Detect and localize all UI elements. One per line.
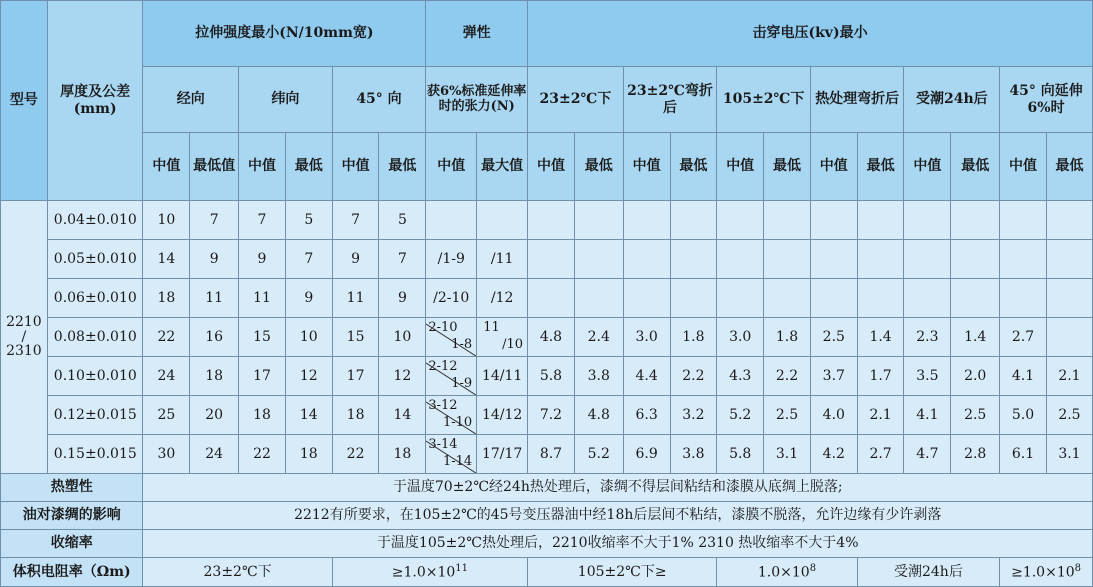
- breakdown-value: [764, 240, 811, 279]
- resistivity-base: 1.0×10: [757, 564, 810, 581]
- elastic-median-cell: [426, 201, 477, 240]
- table-row: [1, 435, 1093, 474]
- header-45deg: 45° 向: [332, 67, 426, 133]
- breakdown-value: [951, 240, 1000, 279]
- resistivity-exponent: 8: [1074, 563, 1082, 575]
- shrinkage-row: [1, 530, 1093, 558]
- tensile-value: 22: [143, 318, 190, 357]
- breakdown-value: 2.7: [857, 435, 904, 474]
- breakdown-value: 1.4: [857, 318, 904, 357]
- breakdown-value: [528, 201, 575, 240]
- tensile-value: 11: [190, 279, 239, 318]
- breakdown-value: 3.1: [764, 435, 811, 474]
- breakdown-value: [764, 279, 811, 318]
- breakdown-value: 2.5: [810, 318, 857, 357]
- tensile-value: 7: [239, 201, 286, 240]
- breakdown-value: [670, 201, 717, 240]
- subheader-bv-min: 最低: [764, 133, 811, 201]
- breakdown-value: [717, 240, 764, 279]
- tensile-value: 22: [332, 435, 379, 474]
- breakdown-value: [1000, 279, 1047, 318]
- tensile-value: 30: [143, 435, 190, 474]
- breakdown-value: 2.0: [951, 357, 1000, 396]
- breakdown-value: 4.4: [623, 357, 670, 396]
- breakdown-value: [904, 201, 951, 240]
- tensile-value: 9: [190, 240, 239, 279]
- resistivity-cond-3: 受潮24h后: [857, 558, 999, 587]
- elastic-bottom-value: 1-10: [442, 415, 473, 431]
- breakdown-value: 4.7: [904, 435, 951, 474]
- thickness-cell: 0.08±0.010: [47, 318, 143, 357]
- tensile-value: 7: [190, 201, 239, 240]
- breakdown-value: [574, 279, 623, 318]
- elastic-bottom-value: 1-8: [451, 337, 473, 353]
- subheader-bv-median: 中值: [904, 133, 951, 201]
- tensile-value: 9: [239, 240, 286, 279]
- subheader-bv-median: 中值: [1000, 133, 1047, 201]
- breakdown-value: 1.8: [670, 318, 717, 357]
- subheader-bv-median: 中值: [717, 133, 764, 201]
- header-tensile: 拉伸强度最小(N/10mm宽): [143, 1, 426, 67]
- header-warp: 经向: [143, 67, 239, 133]
- breakdown-value: 4.0: [810, 396, 857, 435]
- elastic-max-cell: 14/11: [477, 357, 528, 396]
- breakdown-value: 2.5: [951, 396, 1000, 435]
- subheader-bv-min: 最低: [670, 133, 717, 201]
- table-row: [1, 279, 1093, 318]
- breakdown-value: [810, 240, 857, 279]
- breakdown-value: 5.8: [717, 435, 764, 474]
- tensile-value: 24: [190, 435, 239, 474]
- model-label-line: 2210: [6, 313, 42, 330]
- breakdown-value: [857, 279, 904, 318]
- breakdown-value: 2.3: [904, 318, 951, 357]
- tensile-value: 9: [285, 279, 332, 318]
- header-bv-3: 热处理弯折后: [810, 67, 904, 133]
- elastic-top-value: 2-12: [428, 359, 458, 374]
- breakdown-value: 1.8: [764, 318, 811, 357]
- tensile-value: 14: [143, 240, 190, 279]
- elastic-top-value: 3-12: [428, 398, 458, 413]
- tensile-value: 18: [379, 435, 426, 474]
- tensile-value: 16: [190, 318, 239, 357]
- breakdown-value: [904, 279, 951, 318]
- resistivity-value-1: [332, 558, 527, 587]
- breakdown-value: [574, 240, 623, 279]
- tensile-value: 11: [332, 279, 379, 318]
- resistivity-base: ≥1.0×10: [391, 564, 456, 581]
- breakdown-value: 2.4: [574, 318, 623, 357]
- breakdown-value: [670, 240, 717, 279]
- tensile-value: 10: [143, 201, 190, 240]
- breakdown-value: 1.7: [857, 357, 904, 396]
- tensile-value: 7: [379, 240, 426, 279]
- tensile-value: 20: [190, 396, 239, 435]
- subheader-median: 中值: [143, 133, 190, 201]
- tensile-value: 5: [379, 201, 426, 240]
- elastic-max-cell: 17/17: [477, 435, 528, 474]
- tensile-value: 15: [332, 318, 379, 357]
- breakdown-value: 4.8: [574, 396, 623, 435]
- breakdown-value: [1046, 318, 1092, 357]
- breakdown-value: 5.8: [528, 357, 575, 396]
- tensile-value: 17: [332, 357, 379, 396]
- resistivity-cond-2: 105±2℃下≥: [528, 558, 717, 587]
- subheader-min: 最低: [285, 133, 332, 201]
- breakdown-value: 5.2: [717, 396, 764, 435]
- breakdown-value: 3.1: [1046, 435, 1092, 474]
- elastic-bottom-value: 1-14: [442, 454, 473, 470]
- tensile-value: 17: [239, 357, 286, 396]
- breakdown-value: 2.7: [1000, 318, 1047, 357]
- breakdown-value: 6.9: [623, 435, 670, 474]
- thickness-cell: 0.12±0.015: [47, 396, 143, 435]
- subheader-min_val: 最低值: [190, 133, 239, 201]
- tensile-value: 10: [379, 318, 426, 357]
- subheader-median: 中值: [239, 133, 286, 201]
- thickness-cell: 0.04±0.010: [47, 201, 143, 240]
- subheader-min: 最低: [379, 133, 426, 201]
- model-cell: [1, 201, 48, 474]
- elastic-top-value: 2-10: [428, 320, 458, 335]
- breakdown-value: 3.2: [670, 396, 717, 435]
- elastic-median-cell: [426, 318, 477, 357]
- resistivity-value-2: [717, 558, 857, 587]
- breakdown-value: 4.1: [904, 396, 951, 435]
- breakdown-value: [764, 201, 811, 240]
- tensile-value: 12: [379, 357, 426, 396]
- breakdown-value: [1000, 240, 1047, 279]
- breakdown-value: 2.5: [1046, 396, 1092, 435]
- resistivity-exponent: 11: [455, 563, 469, 575]
- breakdown-value: [717, 279, 764, 318]
- header-thickness: 厚度及公差(mm): [47, 1, 143, 201]
- breakdown-value: 4.8: [528, 318, 575, 357]
- subheader-median: 中值: [332, 133, 379, 201]
- elastic-median-cell: /1-9: [426, 240, 477, 279]
- subheader-max_val: 最大值: [477, 133, 528, 201]
- subheader-bv-min: 最低: [574, 133, 623, 201]
- table-row: [1, 240, 1093, 279]
- breakdown-value: 4.2: [810, 435, 857, 474]
- tensile-value: 9: [379, 279, 426, 318]
- resistivity-label: 体积电阻率（Ωm): [1, 558, 143, 587]
- tensile-value: 18: [143, 279, 190, 318]
- elastic-top-value: 3-14: [428, 437, 458, 452]
- model-label-line: 2310: [6, 343, 42, 360]
- table-row: [1, 318, 1093, 357]
- thickness-cell: 0.10±0.010: [47, 357, 143, 396]
- tensile-value: 15: [239, 318, 286, 357]
- breakdown-value: [857, 240, 904, 279]
- breakdown-value: [528, 279, 575, 318]
- model-label-line: /: [21, 328, 27, 345]
- header-breakdown: 击穿电压(kv)最小: [528, 1, 1093, 67]
- breakdown-value: 1.4: [951, 318, 1000, 357]
- breakdown-value: 4.3: [717, 357, 764, 396]
- breakdown-value: [1046, 201, 1092, 240]
- table-row: [1, 201, 1093, 240]
- subheader-bv-min: 最低: [1046, 133, 1092, 201]
- oil-effect-row-text: 2212有所要求，在105±2℃的45号变压器油中经18h后层间不粘结，漆膜不脱落，允许边缘有少许剥落: [143, 502, 1093, 530]
- breakdown-value: 2.5: [764, 396, 811, 435]
- table-row: [1, 357, 1093, 396]
- breakdown-value: [810, 279, 857, 318]
- table-row: [1, 396, 1093, 435]
- resistivity-exponent: 8: [809, 563, 817, 575]
- tensile-value: 10: [285, 318, 332, 357]
- elastic-median-cell: [426, 357, 477, 396]
- elastic-max-top: 11: [483, 320, 500, 335]
- breakdown-value: [574, 201, 623, 240]
- tensile-value: 18: [332, 396, 379, 435]
- tensile-value: 14: [285, 396, 332, 435]
- breakdown-value: [528, 240, 575, 279]
- shrinkage-row-label: 收缩率: [1, 530, 143, 558]
- breakdown-value: 3.0: [717, 318, 764, 357]
- breakdown-value: 2.1: [1046, 357, 1092, 396]
- breakdown-value: 2.1: [857, 396, 904, 435]
- breakdown-value: 2.2: [670, 357, 717, 396]
- subheader-bv-median: 中值: [528, 133, 575, 201]
- breakdown-value: 4.1: [1000, 357, 1047, 396]
- tensile-value: 22: [239, 435, 286, 474]
- breakdown-value: 6.1: [1000, 435, 1047, 474]
- resistivity-cond-1: 23±2℃下: [143, 558, 332, 587]
- breakdown-value: 7.2: [528, 396, 575, 435]
- header-weft: 纬向: [239, 67, 333, 133]
- breakdown-value: [1046, 279, 1092, 318]
- breakdown-value: [623, 279, 670, 318]
- elastic-median-cell: /2-10: [426, 279, 477, 318]
- subheader-median: 中值: [426, 133, 477, 201]
- breakdown-value: [810, 201, 857, 240]
- breakdown-value: [857, 201, 904, 240]
- thickness-cell: 0.06±0.010: [47, 279, 143, 318]
- elastic-median-cell: [426, 435, 477, 474]
- subheader-bv-median: 中值: [810, 133, 857, 201]
- breakdown-value: 3.0: [623, 318, 670, 357]
- tensile-value: 18: [239, 396, 286, 435]
- tensile-value: 11: [239, 279, 286, 318]
- elastic-max-cell: /12: [477, 279, 528, 318]
- breakdown-value: 3.8: [670, 435, 717, 474]
- breakdown-value: [717, 201, 764, 240]
- header-bv-4: 受潮24h后: [904, 67, 1000, 133]
- header-bv-2: 105±2℃下: [717, 67, 811, 133]
- thickness-cell: 0.15±0.015: [47, 435, 143, 474]
- tensile-value: 14: [379, 396, 426, 435]
- breakdown-value: 3.8: [574, 357, 623, 396]
- thermoplastic-row: [1, 474, 1093, 502]
- thermoplastic-row-label: 热塑性: [1, 474, 143, 502]
- tensile-value: 25: [143, 396, 190, 435]
- elastic-max-cell: [477, 318, 528, 357]
- breakdown-value: 2.2: [764, 357, 811, 396]
- header-elasticity: 弹性: [426, 1, 528, 67]
- subheader-bv-min: 最低: [951, 133, 1000, 201]
- tensile-value: 5: [285, 201, 332, 240]
- subheader-bv-median: 中值: [623, 133, 670, 201]
- oil-effect-row: [1, 502, 1093, 530]
- resistivity-value-3: [1000, 558, 1093, 587]
- tensile-value: 12: [285, 357, 332, 396]
- breakdown-value: [951, 201, 1000, 240]
- breakdown-value: [1046, 240, 1092, 279]
- breakdown-value: [623, 201, 670, 240]
- tensile-value: 7: [285, 240, 332, 279]
- header-elastic-sub: 获6%标准延伸率时的张力(N): [426, 67, 528, 133]
- header-bv-0: 23±2℃下: [528, 67, 624, 133]
- header-bv-1: 23±2℃弯折后: [623, 67, 717, 133]
- resistivity-row: [1, 558, 1093, 587]
- breakdown-value: [1000, 201, 1047, 240]
- breakdown-value: 2.8: [951, 435, 1000, 474]
- thickness-cell: 0.05±0.010: [47, 240, 143, 279]
- breakdown-value: 8.7: [528, 435, 575, 474]
- breakdown-value: 5.2: [574, 435, 623, 474]
- tensile-value: 18: [285, 435, 332, 474]
- elastic-bottom-value: 1-9: [451, 376, 473, 392]
- breakdown-value: 3.7: [810, 357, 857, 396]
- breakdown-value: [623, 240, 670, 279]
- tensile-value: 18: [190, 357, 239, 396]
- header-bv-5: 45° 向延伸6%时: [1000, 67, 1093, 133]
- oil-effect-row-label: 油对漆绸的影响: [1, 502, 143, 530]
- tensile-value: 9: [332, 240, 379, 279]
- header-model: 型号: [1, 1, 48, 201]
- breakdown-value: [904, 240, 951, 279]
- breakdown-value: [670, 279, 717, 318]
- elastic-max-bottom: /10: [502, 337, 524, 353]
- breakdown-value: [951, 279, 1000, 318]
- shrinkage-row-text: 于温度105±2℃热处理后，2210收缩率不大于1% 2310 热收缩率不大于4%: [143, 530, 1093, 558]
- elastic-max-cell: /11: [477, 240, 528, 279]
- elastic-max-cell: 14/12: [477, 396, 528, 435]
- tensile-value: 24: [143, 357, 190, 396]
- thermoplastic-row-text: 于温度70±2℃经24h热处理后，漆绸不得层间粘结和漆膜从底绸上脱落;: [143, 474, 1093, 502]
- breakdown-value: 6.3: [623, 396, 670, 435]
- tensile-value: 7: [332, 201, 379, 240]
- elastic-max-cell: [477, 201, 528, 240]
- resistivity-base: ≥1.0×10: [1011, 564, 1075, 581]
- breakdown-value: 3.5: [904, 357, 951, 396]
- breakdown-value: 5.0: [1000, 396, 1047, 435]
- subheader-bv-min: 最低: [857, 133, 904, 201]
- elastic-median-cell: [426, 396, 477, 435]
